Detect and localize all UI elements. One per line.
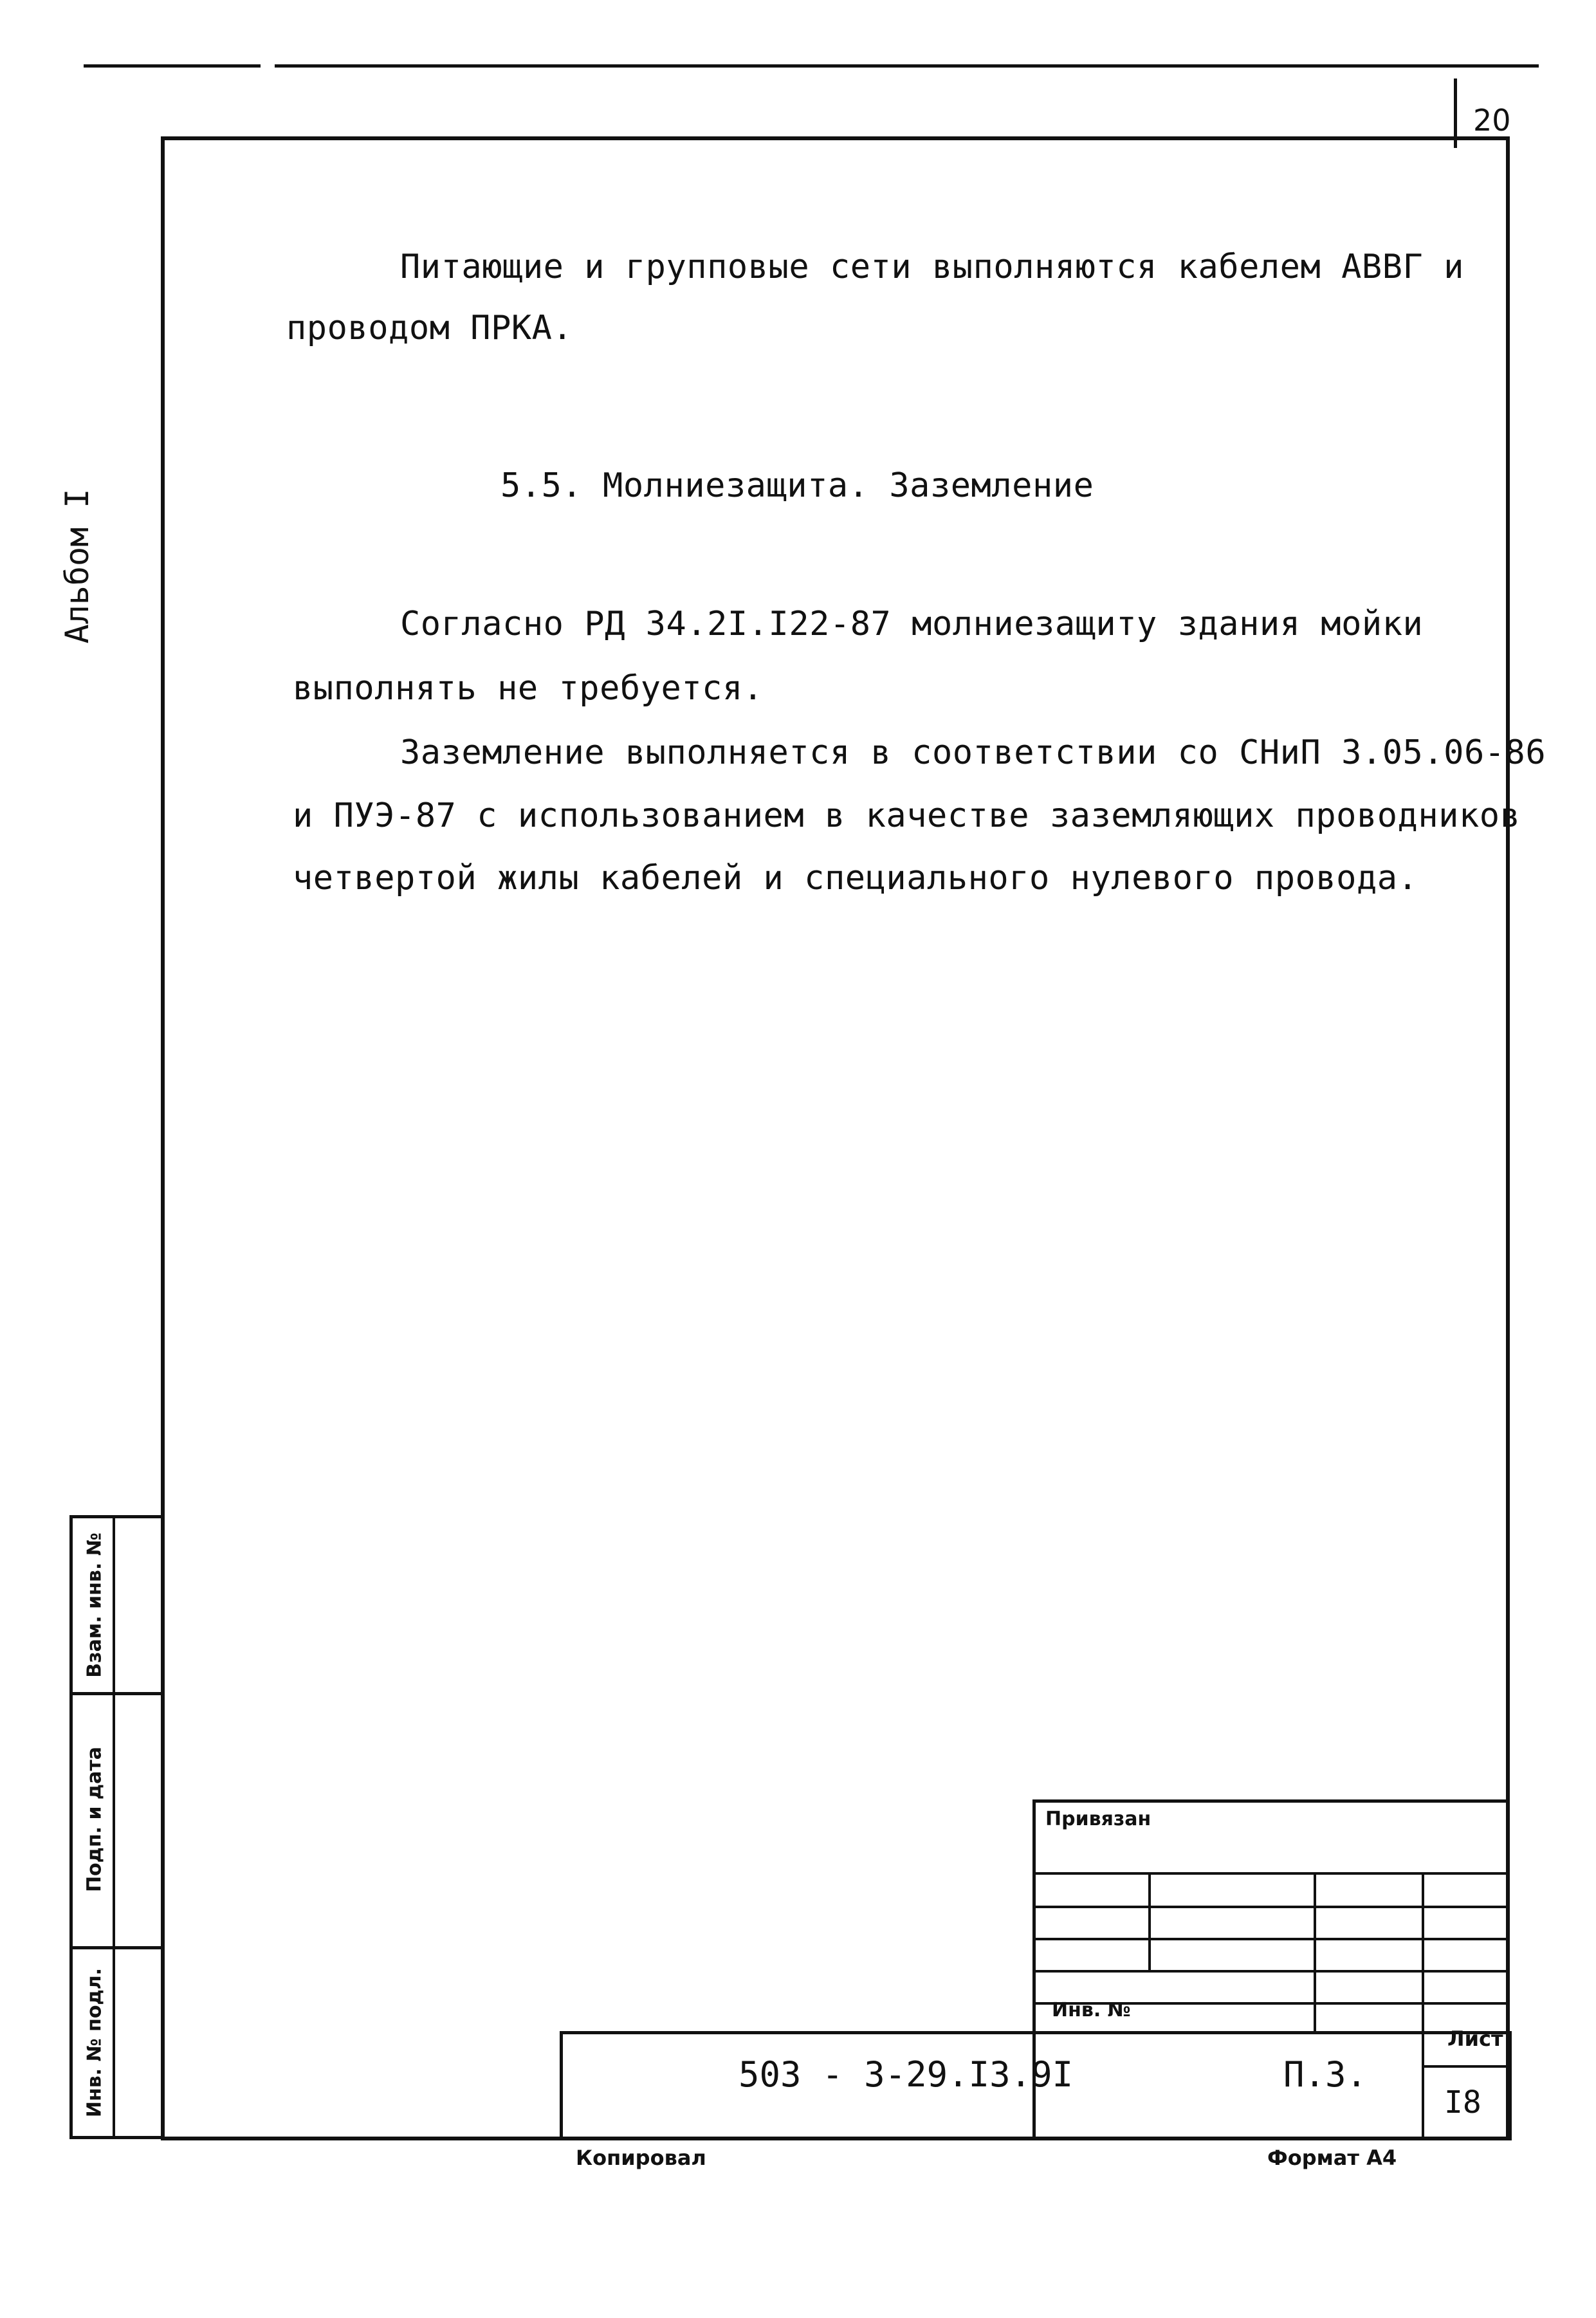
format-label: Формат А4 [1267, 2146, 1397, 2170]
top-rule-gap [261, 62, 275, 69]
paragraph-2-line-1: Согласно РД 34.2I.I22-87 молниезащиту здания мойки [400, 605, 1424, 643]
title-block-row-line [1032, 1872, 1510, 1875]
vzam-inv-label: Взам. инв. № [83, 1532, 106, 1678]
paragraph-3-line-3: четвертой жилы кабелей и специального нулевого провода. [293, 859, 1418, 897]
section-heading: 5.5. Молниезащита. Заземление [500, 466, 1094, 505]
title-block-row-line [1032, 1906, 1510, 1908]
side-stamp-divider [73, 1946, 161, 1949]
title-block-row-line [1032, 1970, 1510, 1973]
inv-podl-label: Инв. № подл. [83, 1967, 106, 2118]
copied-by-label: Копировал [576, 2146, 706, 2170]
sheet-number: I8 [1444, 2084, 1481, 2120]
title-block-col-line [1314, 1872, 1316, 2031]
sheet-cell-divider [1422, 2065, 1510, 2068]
paragraph-3-line-1: Заземление выполняется в соответствии со СНиП 3.05.06-86 [400, 733, 1546, 772]
privyazan-label: Привязан [1045, 1808, 1151, 1830]
album-label: Альбом I [59, 488, 96, 644]
title-block-col-line [1148, 1872, 1151, 1972]
top-rule [84, 64, 1539, 68]
side-stamp-divider [73, 1692, 161, 1695]
side-stamp-column-divider [113, 1518, 115, 2136]
paragraph-2-line-2: выполнять не требуется. [293, 669, 764, 708]
paragraph-1-line-2: проводом ПРКА. [286, 309, 573, 347]
sheet-label: Лист [1447, 2027, 1503, 2051]
sheet-tab-number: 20 [1473, 103, 1511, 138]
paragraph-1-line-1: Питающие и групповые сети выполняются кабелем АВВГ и [400, 248, 1464, 286]
document-code: 503 - 3-29.I3.9I [738, 2054, 1074, 2095]
title-block-row-line [1032, 1938, 1510, 1940]
inv-no-label: Инв. № [1052, 1999, 1131, 2021]
podp-data-label: Подп. и дата [83, 1746, 106, 1893]
side-stamp [69, 1515, 164, 2139]
document-part: П.3. [1283, 2054, 1368, 2095]
paragraph-3-line-2: и ПУЭ-87 с использованием в качестве заземляющих проводников [293, 796, 1521, 835]
